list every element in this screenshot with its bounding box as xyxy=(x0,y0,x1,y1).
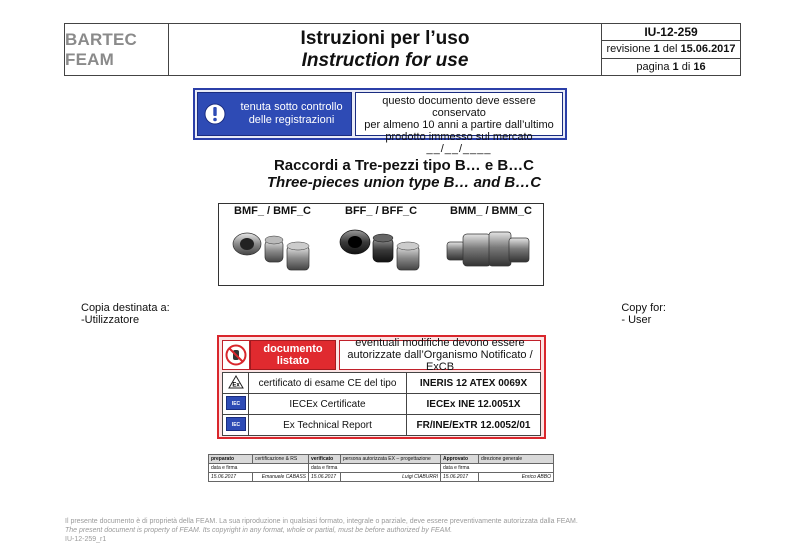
copyright-footer: Il presente documento è di proprietà della FEAM. La sua riproduzione in qualsiasi formato, integrale o parziale, deve essere preventivamente autorizzata dalla FEAM. The present document is property of FEAM. Its copyright in any format, whole or partial, must be before authorized by FEAM. IU-12-259_r1 xyxy=(65,518,578,543)
logo-cell xyxy=(65,24,169,75)
svg-text:Ex: Ex xyxy=(231,382,240,388)
product-label-bmm: BMM_ / BMM_C xyxy=(450,205,532,217)
table-row: IEC Ex Technical Report FR/INE/ExTR 12.0052/01 xyxy=(223,415,541,436)
copy-destined-english: Copy for: - User xyxy=(621,302,666,326)
revision-info: revisione 1 del 15.06.2017 xyxy=(602,40,740,57)
product-images-box xyxy=(218,203,544,286)
retention-note: questo documento deve essere conservato per almeno 10 anni a partire dall’ultimo prodotto immesso sul mercato __/__/____ xyxy=(355,92,563,136)
svg-text:IEC: IEC xyxy=(231,400,240,407)
controlled-record-label: tenuta sotto controllo delle registrazioni xyxy=(197,92,352,136)
table-row: 15.06.2017 Emanuele CABASS 15.06.2017 Luigi CIABURRI 15.06.2017 Enrico ABBO xyxy=(209,473,554,482)
table-row: IEC IECEx Certificate IECEx INE 12.0051X xyxy=(223,394,541,415)
certificates-table xyxy=(222,372,541,436)
listed-document-note: eventuali modifiche devono essere autorizzate dall’Organismo Notificato / ExCB xyxy=(339,340,541,370)
table-row: preparato certificazione & RS verificato persona autorizzata EX – progettazione Approvato direzione generale xyxy=(209,455,554,464)
copy-destined-italian: Copia destinata a: -Utilizzatore xyxy=(81,302,170,326)
title-english: Instruction for use xyxy=(301,49,469,71)
no-entry-hand-icon xyxy=(222,340,250,370)
product-title-english: Three-pieces union type B… and B…C xyxy=(266,174,542,191)
footer-document-code: IU-12-259_r1 xyxy=(65,536,107,543)
document-code: IU-12-259 xyxy=(644,25,698,40)
bartec-feam-logo: BARTEC FEAM xyxy=(65,29,138,69)
listed-document-box xyxy=(217,335,546,439)
document-header xyxy=(64,23,741,76)
bmf-fitting-image xyxy=(229,222,319,277)
table-row: data e firma data e firma data e firma xyxy=(209,464,554,473)
product-label-bff: BFF_ / BFF_C xyxy=(345,205,418,217)
ex-icon xyxy=(223,373,249,394)
bmm-fitting-image xyxy=(441,222,537,277)
page-info: pagina 1 di 16 xyxy=(602,58,740,75)
reference-cell xyxy=(602,24,740,75)
market-date-blank: __/__/____ xyxy=(426,143,492,155)
table-row: Ex certificato di esame CE del tipo INERIS 12 ATEX 0069X xyxy=(223,373,541,394)
controlled-record-box xyxy=(193,88,567,155)
listed-document-label: documento listato xyxy=(250,340,336,370)
product-label-bmf: BMF_ / BMF_C xyxy=(234,205,311,217)
bff-fitting-image xyxy=(337,222,427,277)
title-cell xyxy=(169,24,602,75)
iecex-icon xyxy=(223,415,249,436)
signatures-table xyxy=(208,454,554,482)
exclamation-icon xyxy=(198,103,232,125)
svg-text:IEC: IEC xyxy=(231,421,240,428)
title-italian: Istruzioni per l’uso xyxy=(300,27,470,49)
product-title-italian: Raccordi a Tre-pezzi tipo B… e B…C xyxy=(273,157,535,174)
iecex-icon xyxy=(223,394,249,415)
